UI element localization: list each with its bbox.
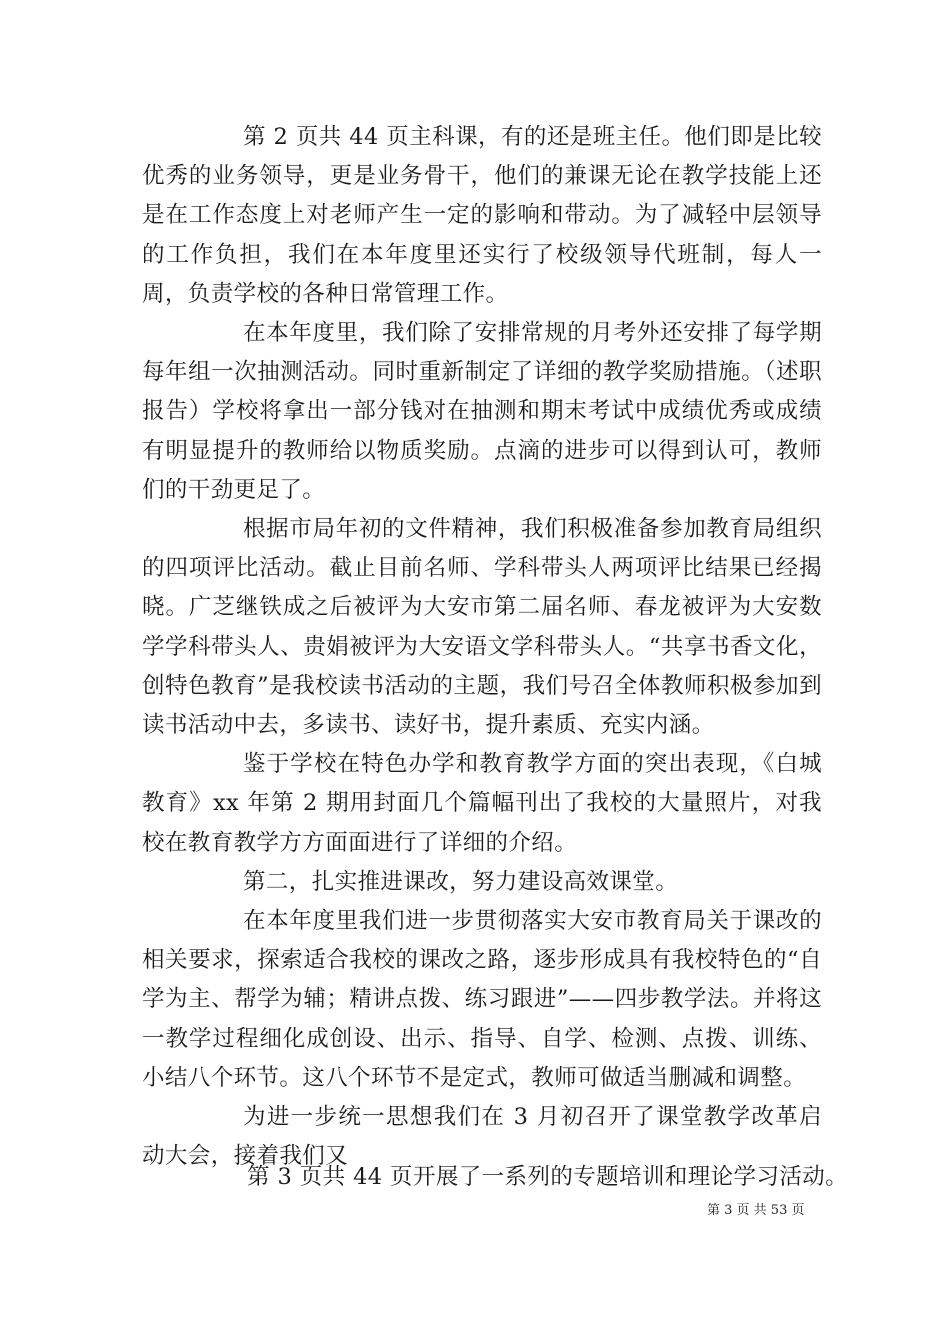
paragraph-1: 第 2 页共 44 页主科课，有的还是班主任。他们即是比较优秀的业务领导，更是业务骨干，他们的兼课无论在教学技能上还是在工作态度上对老师产生一定的影响和带动。为了减轻中层领导的工作负担，我们在本年度里还实行了校级领导代班制，每人一周，负责学校的各种日常管理工作。 bbox=[142, 124, 822, 307]
paragraph-4: 鉴于学校在特色办学和教育教学方面的突出表现，《白城教育》xx 年第 2 期用封面几个篇幅刊出了我校的大量照片，对我校在教育教学方方面面进行了详细的介绍。 bbox=[142, 751, 822, 856]
section-heading: 第二，扎实推进课改，努力建设高效课堂。 bbox=[243, 868, 679, 895]
paragraph-6: 为进一步统一思想我们在 3 月初召开了课堂教学改革启动大会，接着我们又 bbox=[142, 1104, 822, 1170]
paragraph-2: 在本年度里，我们除了安排常规的月考外还安排了每学期每年组一次抽测活动。同时重新制定了详细的教学奖励措施。（述职报告）学校将拿出一部分钱对在抽测和期末考试中成绩优秀或成绩有明显提升的教师给以物质奖励。点滴的进步可以得到认可，教师们的干劲更足了。 bbox=[142, 320, 822, 503]
paragraph-3: 根据市局年初的文件精神，我们积极准备参加教育局组织的四项评比活动。截止目前名师、学科带头人两项评比结果已经揭晓。广芝继铁成之后被评为大安市第二届名师、春龙被评为大安数学学科带头人、贵娟被评为大安语文学科带头人。“共享书香文化，创特色教育”是我校读书活动的主题，我们号召全体教师积极参加到读书活动中去，多读书、读好书，提升素质、充实内涵。 bbox=[142, 516, 822, 739]
document-body bbox=[142, 118, 822, 1176]
paragraph-5: 在本年度里我们进一步贯彻落实大安市教育局关于课改的相关要求，探索适合我校的课改之路，逐步形成具有我校特色的“自学为主、帮学为辅；精讲点拨、练习跟进”——四步教学法。并将这一教学过程细化成创设、出示、指导、自学、检测、点拨、训练、小结八个环节。这八个环节不是定式，教师可做适当删减和调整。 bbox=[142, 908, 822, 1091]
page-footer: 第 3 页 共 53 页 bbox=[707, 1203, 805, 1218]
continuation-line: 第 3 页共 44 页开展了一系列的专题培训和理论学习活动。 bbox=[247, 1164, 849, 1190]
